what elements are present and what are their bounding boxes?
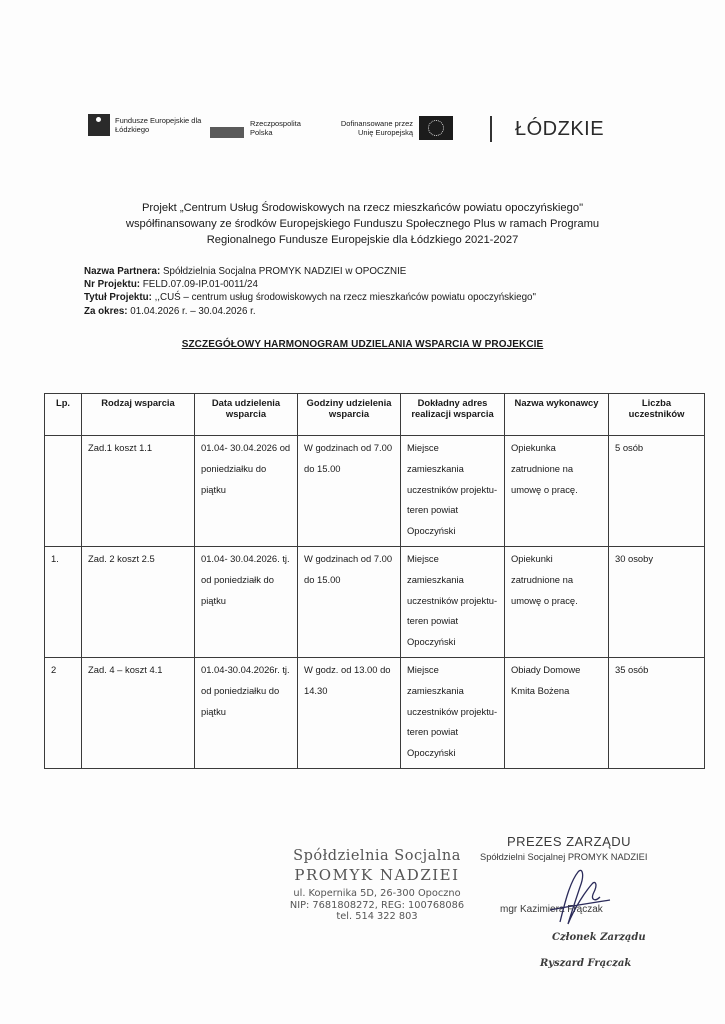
cell-adres: Miejsce zamieszkania uczestników projektu- teren powiat Opoczyński — [401, 547, 505, 658]
partner-label: Nazwa Partnera: — [84, 266, 161, 277]
company-stamp — [282, 848, 472, 923]
project-title-label: Tytuł Projektu: — [84, 292, 152, 304]
table-header-row — [45, 394, 705, 436]
fundusze-europejskie-logo — [88, 114, 205, 136]
cell-rodzaj: Zad. 2 koszt 2.5 — [82, 547, 195, 658]
header-rodzaj: Rodzaj wsparcia — [82, 394, 195, 436]
signature-block — [480, 834, 700, 969]
stamp-line3: ul. Kopernika 5D, 26-300 Opoczno — [293, 888, 461, 899]
cell-adres: Miejsce zamieszkania uczestników projektu- teren powiat Opoczyński — [401, 658, 505, 769]
period-value: 01.04.2026 r. – 30.04.2026 r. — [127, 305, 256, 317]
cell-liczba: 30 osoby — [609, 547, 705, 658]
project-title-value: ,,CUŚ – centrum usług środowiskowych na rzecz mieszkańców powiatu opoczyńskiego" — [151, 292, 536, 304]
cell-liczba: 35 osób — [609, 658, 705, 769]
logo-divider — [490, 116, 492, 142]
cell-lp — [45, 436, 82, 547]
cell-rodzaj: Zad.1 koszt 1.1 — [82, 436, 195, 547]
project-meta — [84, 265, 536, 318]
project-header — [90, 200, 635, 248]
partner-line — [84, 265, 536, 278]
cell-data: 01.04-30.04.2026r. tj. od poniedziałku do piątku — [195, 658, 298, 769]
funding-logo-strip — [88, 112, 633, 152]
project-number-line — [84, 278, 536, 291]
signature-name: mgr Kazimiera Frączak — [500, 904, 603, 915]
cell-liczba: 5 osób — [609, 436, 705, 547]
stamp-line2: PROMYK NADZIEI — [294, 866, 460, 884]
project-number-value: FELD.07.09-IP.01-0011/24 — [140, 279, 258, 291]
handwritten-signature — [540, 862, 620, 942]
header-adres: Dokładny adres realizacji wsparcia — [401, 394, 505, 436]
header-nazwa: Nazwa wykonawcy — [505, 394, 609, 436]
stamp-line4: NIP: 7681808272, REG: 100768086 — [289, 899, 465, 911]
period-label: Za okres: — [84, 305, 128, 317]
header-godziny: Godziny udzielenia wsparcia — [298, 394, 401, 436]
rzeczpospolita-logo — [210, 118, 310, 138]
cell-lp: 2 — [45, 658, 82, 769]
schedule-table — [44, 393, 705, 769]
rp-logo-text: Rzeczpospolita Polska — [250, 119, 301, 137]
cell-godziny: W godzinach od 7.00 do 15.00 — [298, 547, 401, 658]
stamp-line5: tel. 514 322 803 — [336, 911, 418, 922]
stamp-line1: Spółdzielnia Socjalna — [293, 848, 461, 864]
header-lp: Lp. — [45, 394, 82, 436]
period-line — [84, 305, 536, 318]
schedule-title: SZCZEGÓŁOWY HARMONOGRAM UDZIELANIA WSPARCIA W PROJEKCIE — [181, 339, 544, 350]
table-row — [45, 658, 705, 769]
header-liczba: Liczba uczestników — [609, 394, 705, 436]
header-data: Data udzielenia wsparcia — [195, 394, 298, 436]
signature-role: Członek Zarządu — [552, 932, 646, 943]
cell-data: 01.04- 30.04.2026 od poniedziałku do piątku — [195, 436, 298, 547]
project-number-label: Nr Projektu: — [84, 279, 141, 291]
cell-nazwa: Obiady Domowe Kmita Bożena — [505, 658, 609, 769]
signature-org: Spółdzielni Socjalnej PROMYK NADZIEI — [480, 852, 648, 862]
table-row — [45, 436, 705, 547]
signature-name2: Ryszard Frączak — [540, 958, 632, 969]
project-header-line3: Regionalnego Fundusze Europejskie dla Łódzkiego 2021-2027 — [206, 234, 519, 246]
project-header-line1: Projekt „Centrum Usług Środowiskowych na rzecz mieszkańców powiatu opoczyńskiego" — [141, 202, 584, 214]
eu-flag-icon — [419, 116, 453, 140]
lodzkie-logo: ŁÓDZKIE — [515, 118, 605, 140]
project-header-line2: współfinansowany ze środków Europejskiego Funduszu Społecznego Plus w ramach Programu — [125, 218, 600, 230]
polish-flag-icon — [210, 118, 244, 138]
fe-logo-text: Fundusze Europejskie dla Łódzkiego — [115, 116, 202, 134]
cell-godziny: W godzinach od 7.00 do 15.00 — [298, 436, 401, 547]
cell-godziny: W godz. od 13.00 do 14.30 — [298, 658, 401, 769]
eu-logo — [333, 116, 453, 140]
partner-value: Spółdzielnia Socjalna PROMYK NADZIEI w OPOCZNIE — [160, 266, 407, 277]
cell-adres: Miejsce zamieszkania uczestników projektu- teren powiat Opoczyński — [401, 436, 505, 547]
cell-nazwa: Opiekunka zatrudnione na umowę o pracę. — [505, 436, 609, 547]
cell-rodzaj: Zad. 4 – koszt 4.1 — [82, 658, 195, 769]
stamp-address — [282, 888, 472, 923]
cell-lp: 1. — [45, 547, 82, 658]
eu-logo-text: Dofinansowane przez Unię Europejską — [340, 119, 413, 137]
table-row — [45, 547, 705, 658]
fe-star-icon — [88, 114, 110, 136]
cell-nazwa: Opiekunki zatrudnione na umowę o pracę. — [505, 547, 609, 658]
cell-data: 01.04- 30.04.2026. tj. od poniedziałk do piątku — [195, 547, 298, 658]
signature-title: PREZES ZARZĄDU — [507, 834, 632, 849]
project-title-line — [84, 291, 536, 304]
